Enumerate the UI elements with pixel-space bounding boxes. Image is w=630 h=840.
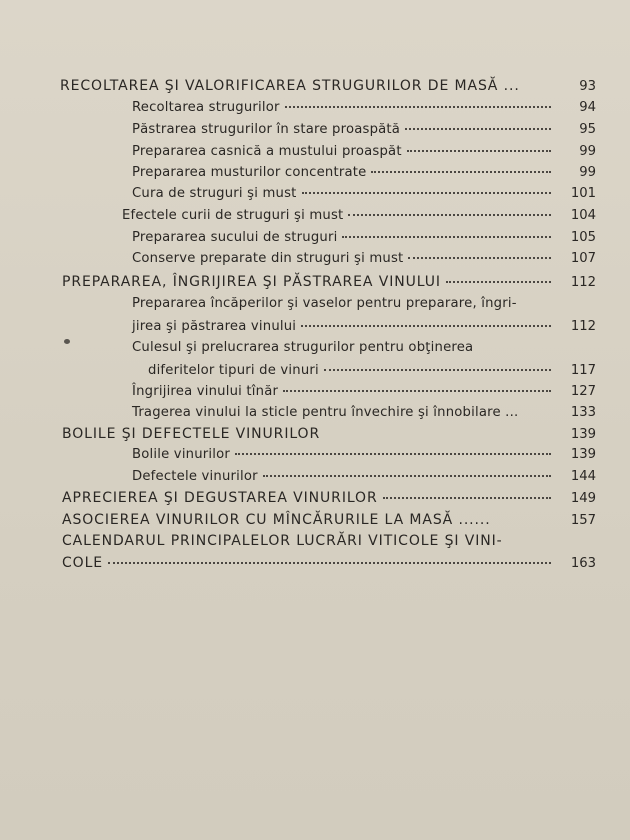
toc-entry-title: Prepararea încăperilor şi vaselor pentru preparare, îngri-: [132, 296, 517, 311]
dot-leader: [407, 149, 551, 152]
dot-leader: [383, 496, 551, 499]
toc-entry: [132, 318, 596, 336]
toc-entry-page: 99: [579, 144, 596, 159]
dot-leader: [301, 324, 551, 327]
dot-leader: [446, 280, 551, 283]
toc-entry-page: 133: [570, 405, 596, 420]
toc-entry-page: 105: [570, 230, 596, 245]
dot-leader: [302, 191, 551, 194]
toc-entry-title: Păstrarea strugurilor în stare proaspătă: [132, 122, 401, 137]
toc-entry: [62, 511, 596, 530]
dot-leader: [285, 105, 551, 108]
toc-entry-page: 101: [570, 186, 596, 201]
toc-entry-title: APRECIEREA ŞI DEGUSTAREA VINURILOR: [62, 490, 378, 506]
dot-leader: [283, 389, 551, 392]
page-blemish: [64, 339, 70, 344]
toc-entry-title: jirea şi păstrarea vinului: [132, 319, 297, 334]
toc-entry-title: diferitelor tipuri de vinuri: [148, 363, 319, 378]
toc-entry-title: Defectele vinurilor: [132, 469, 258, 484]
toc-entry: [132, 446, 596, 464]
toc-entry-page: 93: [579, 79, 596, 94]
toc-entry: [132, 229, 596, 247]
dot-leader: [342, 235, 551, 238]
toc-entry-title: ASOCIEREA VINURILOR CU MÎNCĂRURILE LA MASĂ ......: [62, 512, 491, 528]
toc-entry-title: Îngrijirea vinului tînăr: [132, 384, 279, 399]
toc-entry-page: 163: [570, 556, 596, 571]
toc-entry-page: 112: [570, 319, 596, 334]
toc-entry-page: 144: [570, 469, 596, 484]
toc-entry-page: 104: [570, 208, 596, 223]
toc-entry-title: Culesul şi prelucrarea strugurilor pentru obţinerea: [132, 340, 474, 355]
toc-entry: [132, 295, 596, 313]
toc-entry: [62, 554, 596, 573]
toc-entry-page: 157: [570, 513, 596, 528]
toc-entry-page: 112: [570, 275, 596, 290]
toc-entry-page: 139: [570, 447, 596, 462]
toc-entry-title: CALENDARUL PRINCIPALELOR LUCRĂRI VITICOLE ŞI VINI-: [62, 533, 503, 549]
toc-entry-title: Efectele curii de struguri şi must: [122, 208, 344, 223]
toc-entry-title: RECOLTAREA ŞI VALORIFICAREA STRUGURILOR DE MASĂ ...: [60, 78, 520, 94]
toc-entry: [122, 207, 596, 225]
toc-entry-title: Prepararea sucului de struguri: [132, 230, 338, 245]
dot-leader: [235, 452, 551, 455]
toc-entry: [132, 143, 596, 161]
toc-entry: [60, 77, 596, 96]
toc-entry-page: 107: [570, 251, 596, 266]
toc-entry-title: Conserve preparate din struguri şi must: [132, 251, 404, 266]
toc-entry: [132, 404, 596, 422]
toc-entry-title: Tragerea vinului la sticle pentru învechire şi înnobilare ...: [132, 405, 519, 420]
dot-leader: [371, 170, 551, 173]
toc-entry-title: BOLILE ŞI DEFECTELE VINURILOR: [62, 426, 321, 442]
toc-entry: [148, 362, 596, 380]
toc-entry: [132, 164, 596, 182]
toc-entry: [132, 121, 596, 139]
toc-entry-page: 99: [579, 165, 596, 180]
toc-entry-title: COLE: [62, 555, 104, 571]
toc-entry-page: 127: [570, 384, 596, 399]
dot-leader: [263, 474, 551, 477]
dot-leader: [408, 256, 551, 259]
toc-entry-title: Cura de struguri şi must: [132, 186, 297, 201]
toc-entry: [62, 532, 596, 550]
toc-entry-page: 117: [570, 363, 596, 378]
toc-entry: [132, 468, 596, 486]
dot-leader: [348, 213, 551, 216]
dot-leader: [324, 368, 551, 371]
toc-entry-title: Prepararea musturilor concentrate: [132, 165, 367, 180]
toc-entry-title: Bolile vinurilor: [132, 447, 231, 462]
toc-entry: [132, 339, 596, 357]
toc-entry: [62, 425, 596, 444]
toc-entry: [132, 383, 596, 401]
dot-leader: [108, 561, 551, 564]
toc-entry: [132, 185, 596, 203]
toc-entry: [62, 489, 596, 508]
toc-entry-page: 94: [579, 100, 596, 115]
toc-entry: [132, 250, 596, 268]
toc-entry-page: 95: [579, 122, 596, 137]
toc-entry-title: Prepararea casnică a mustului proaspăt: [132, 144, 402, 159]
dot-leader: [405, 127, 551, 130]
toc-entry: [132, 99, 596, 117]
toc-entry: [62, 273, 596, 292]
toc-entry-title: PREPARAREA, ÎNGRIJIREA ŞI PĂSTRAREA VINULUI: [62, 274, 441, 290]
toc-entry-page: 139: [570, 427, 596, 442]
toc-entry-page: 149: [570, 491, 596, 506]
toc-entry-title: Recoltarea strugurilor: [132, 100, 280, 115]
